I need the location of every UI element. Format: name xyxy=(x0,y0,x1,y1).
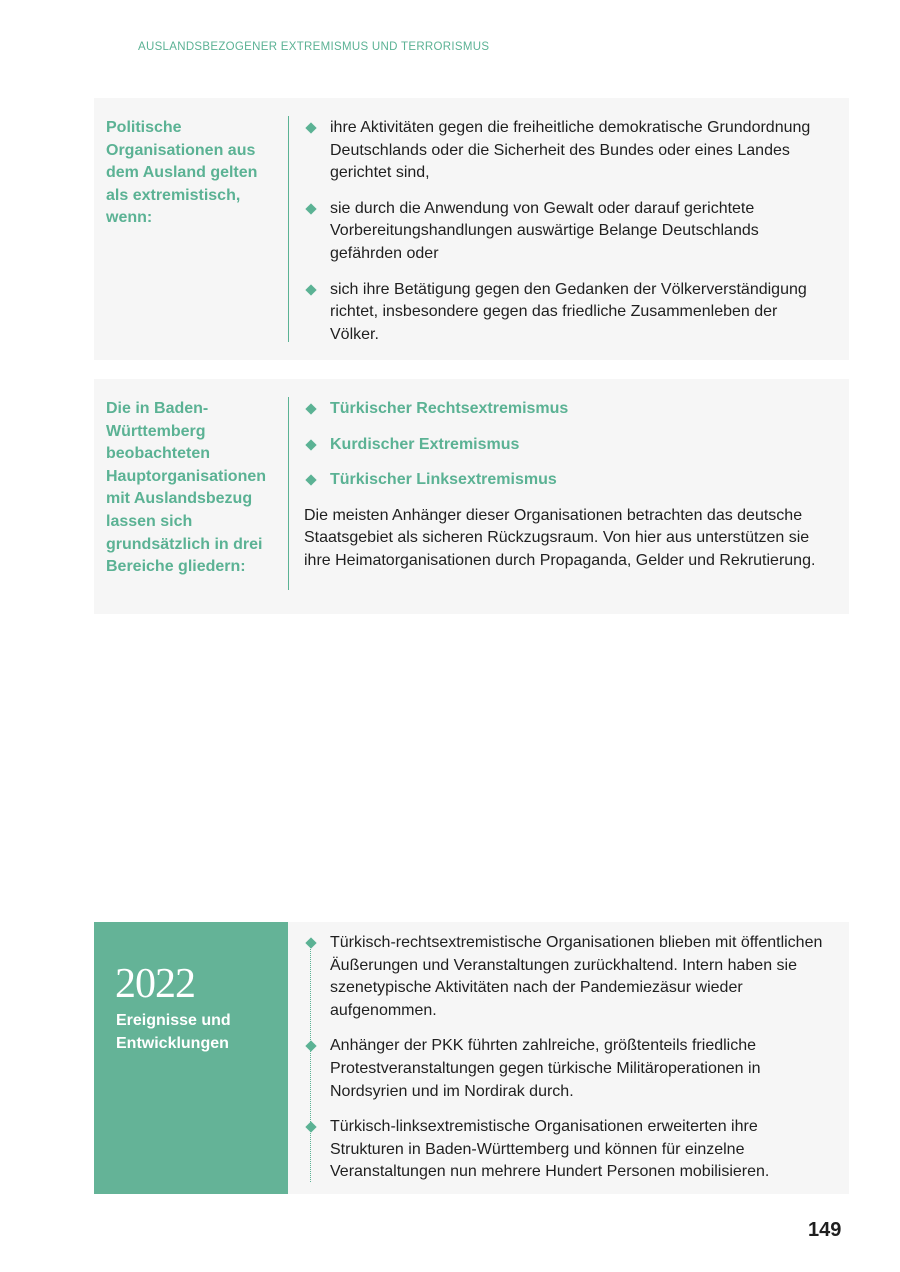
events-label: Ereignisse und Entwicklungen xyxy=(116,1012,231,1052)
list-item: Anhänger der PKK führten zahlreiche, größtenteils friedliche Protestveranstaltungen gegen türkische Militäroperationen in Nordsyrien und im Nordirak durch. xyxy=(304,1035,824,1103)
definition-list xyxy=(304,117,824,346)
page-number: 149 xyxy=(808,1219,842,1241)
divider-line xyxy=(288,397,289,590)
list-item: sie durch die Anwendung von Gewalt oder darauf gerichtete Vorbereitungshandlungen auswärtige Belange Deutschlands gefährden oder xyxy=(304,198,824,266)
divider-line xyxy=(288,116,289,342)
definition-box xyxy=(94,98,849,360)
diamond-bullet-icon xyxy=(305,1041,316,1052)
list-item: Kurdischer Extremismus xyxy=(304,434,824,457)
diamond-bullet-icon xyxy=(305,203,316,214)
diamond-bullet-icon xyxy=(305,937,316,948)
running-header: AUSLANDSBEZOGENER EXTREMISMUS UND TERRORISMUS xyxy=(138,41,490,53)
events-list xyxy=(304,932,824,1184)
list-item: Türkisch-rechtsextremistische Organisationen blieben mit öffentlichen Äußerungen und Veranstaltungen zurückhaltend. Intern haben sie szenetypische Aktivitäten nach der Pandemiezäsur wieder aufgenommen. xyxy=(304,932,824,1022)
list-item: ihre Aktivitäten gegen die freiheitliche demokratische Grundordnung Deutschlands oder die Sicherheit des Bundes oder eines Landes gerichtet sind, xyxy=(304,117,824,185)
categories-box xyxy=(94,379,849,614)
diamond-bullet-icon xyxy=(305,122,316,133)
list-item: Türkischer Linksextremismus xyxy=(304,469,824,492)
categories-list xyxy=(304,398,824,492)
events-year-block xyxy=(94,922,288,1194)
diamond-bullet-icon xyxy=(305,284,316,295)
categories-paragraph: Die meisten Anhänger dieser Organisationen betrachten das deutsche Staatsgebiet als sicheren Rückzugsraum. Von hier aus unterstützen sie ihre Heimatorganisationen durch Propaganda, Gelder und Rekrutierung. xyxy=(304,506,816,569)
diamond-bullet-icon xyxy=(305,475,316,486)
list-item: Türkischer Rechtsextremismus xyxy=(304,398,824,421)
list-item: Türkisch-linksextremistische Organisationen erweiterten ihre Strukturen in Baden-Württemberg und können für einzelne Veranstaltungen nun mehrere Hundert Personen mobilisieren. xyxy=(304,1116,824,1184)
diamond-bullet-icon xyxy=(305,1121,316,1132)
diamond-bullet-icon xyxy=(305,403,316,414)
list-item: sich ihre Betätigung gegen den Gedanken der Völkerverständigung richtet, insbesondere gegen das friedliche Zusammenleben der Völker. xyxy=(304,279,824,347)
year-heading: 2022 xyxy=(115,961,195,1007)
categories-box-label: Die in Baden-Württemberg beobachteten Hauptorganisationen mit Auslandsbezug lassen sich grundsätzlich in drei Bereiche gliedern: xyxy=(106,400,267,576)
definition-box-label: Politische Organisationen aus dem Ausland gelten als extremistisch, wenn: xyxy=(106,119,258,227)
events-box xyxy=(94,922,849,1194)
diamond-bullet-icon xyxy=(305,439,316,450)
